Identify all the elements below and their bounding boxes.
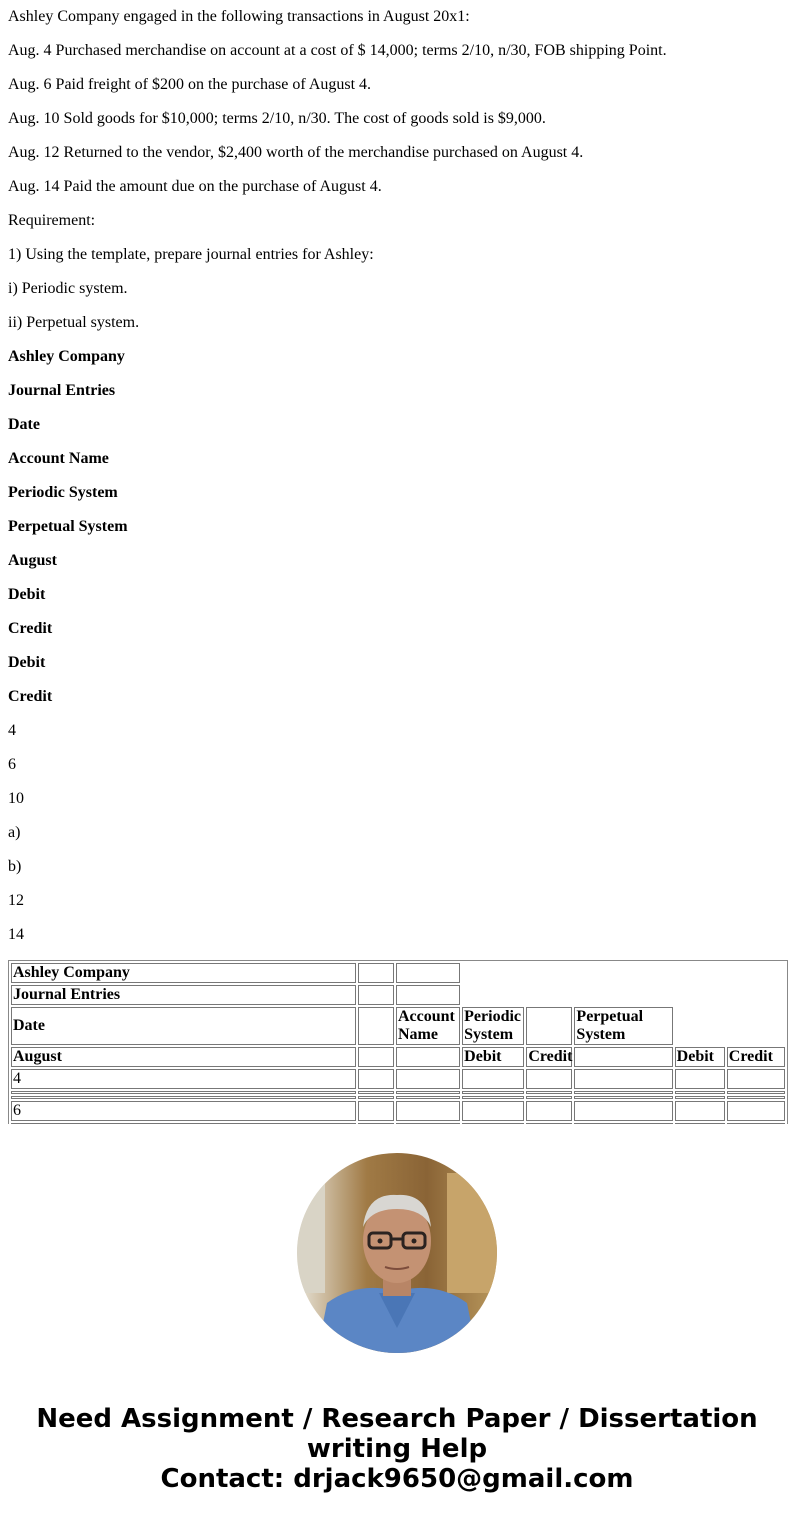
template-row-4: 4 xyxy=(8,722,16,739)
footer-advert xyxy=(0,1404,794,1494)
table-cell xyxy=(574,1047,672,1067)
table-cell xyxy=(396,1096,460,1099)
table-row xyxy=(11,1096,785,1099)
template-credit: Credit xyxy=(8,688,53,705)
table-cell xyxy=(526,1096,572,1099)
periodic-debit-header: Debit xyxy=(462,1047,524,1067)
table-cell xyxy=(727,1123,785,1124)
table-cell xyxy=(574,1069,672,1089)
template-row-6: 6 xyxy=(8,756,16,773)
perpetual-debit-header: Debit xyxy=(675,1047,725,1067)
table-cell xyxy=(675,1069,725,1089)
table-cell xyxy=(574,1123,672,1124)
table-cell xyxy=(526,1007,572,1045)
portrait-image xyxy=(297,1153,497,1353)
requirement-perpetual: ii) Perpetual system. xyxy=(8,314,140,331)
table-row xyxy=(11,1123,785,1124)
table-perpetual-header: Perpetual System xyxy=(574,1007,672,1045)
table-cell xyxy=(526,1101,572,1121)
table-cell xyxy=(462,1101,524,1121)
requirement-text: 1) Using the template, prepare journal entries for Ashley: xyxy=(8,246,374,263)
template-credit: Credit xyxy=(8,620,53,637)
template-date: Date xyxy=(8,416,40,433)
advert-contact: Contact: drjack9650@gmail.com xyxy=(160,1464,634,1494)
table-cell xyxy=(11,1096,356,1099)
table-periodic-header: Periodic System xyxy=(462,1007,524,1045)
table-date-header: Date xyxy=(11,1007,356,1045)
template-periodic: Periodic System xyxy=(8,484,118,501)
table-row xyxy=(11,1069,785,1089)
advert-line-1: Need Assignment / Research Paper / Dissertation xyxy=(36,1404,758,1434)
table-cell xyxy=(396,1101,460,1121)
transaction-aug-6: Aug. 6 Paid freight of $200 on the purchase of August 4. xyxy=(8,76,372,93)
table-cell xyxy=(358,1047,394,1067)
periodic-credit-header: Credit xyxy=(528,1048,573,1065)
table-cell xyxy=(462,1096,524,1099)
transaction-aug-12: Aug. 12 Returned to the vendor, $2,400 worth of the merchandise purchased on August 4. xyxy=(8,144,584,161)
table-cell xyxy=(526,1069,572,1089)
table-row xyxy=(11,1007,785,1045)
template-company: Ashley Company xyxy=(8,348,125,365)
template-month: August xyxy=(8,552,57,569)
table-cell xyxy=(396,963,460,983)
table-cell xyxy=(675,1123,725,1124)
table-company: Ashley Company xyxy=(11,963,356,983)
table-empty-area xyxy=(462,985,785,1005)
table-cell xyxy=(358,1101,394,1121)
template-account-name: Account Name xyxy=(8,450,109,467)
author-photo xyxy=(297,1153,497,1353)
table-cell xyxy=(574,1091,672,1094)
template-perpetual: Perpetual System xyxy=(8,518,128,535)
table-cell xyxy=(462,1069,524,1089)
template-debit: Debit xyxy=(8,654,46,671)
table-cell xyxy=(11,1123,356,1124)
template-row-a: a) xyxy=(8,824,21,841)
requirement-heading: Requirement: xyxy=(8,212,96,229)
table-cell xyxy=(358,1007,394,1045)
table-cell xyxy=(358,1069,394,1089)
template-title: Journal Entries xyxy=(8,382,116,399)
table-cell xyxy=(727,1096,785,1099)
table-date-cell: 6 xyxy=(11,1101,356,1121)
requirement-periodic: i) Periodic system. xyxy=(8,280,128,297)
table-cell xyxy=(574,1096,672,1099)
table-cell xyxy=(727,1091,785,1094)
perpetual-credit-header: Credit xyxy=(727,1047,785,1067)
table-title: Journal Entries xyxy=(11,985,356,1005)
table-cell xyxy=(675,1096,725,1099)
transaction-aug-10: Aug. 10 Sold goods for $10,000; terms 2/10, n/30. The cost of goods sold is $9,000. xyxy=(8,110,546,127)
table-cell xyxy=(396,1123,460,1124)
table-row xyxy=(11,1101,785,1121)
problem-intro: Ashley Company engaged in the following transactions in August 20x1: xyxy=(8,8,470,25)
table-cell xyxy=(574,1101,672,1121)
table-empty-area xyxy=(462,963,785,983)
template-row-14: 14 xyxy=(8,926,24,943)
table-month: August xyxy=(11,1047,356,1067)
table-cell xyxy=(396,1047,460,1067)
table-cell xyxy=(11,1091,356,1094)
table-cell xyxy=(526,1123,572,1124)
table-empty-area xyxy=(675,1007,785,1045)
table-cell xyxy=(675,1091,725,1094)
table-cell xyxy=(675,1101,725,1121)
table-cell xyxy=(358,1123,394,1124)
advert-line-2: writing Help xyxy=(306,1434,488,1464)
table-cell xyxy=(526,1091,572,1094)
table-cell xyxy=(358,1096,394,1099)
template-row-10: 10 xyxy=(8,790,24,807)
table-cell xyxy=(727,1069,785,1089)
journal-table-container xyxy=(8,960,788,1124)
template-row-b: b) xyxy=(8,858,22,875)
transaction-aug-4: Aug. 4 Purchased merchandise on account at a cost of $ 14,000; terms 2/10, n/30, FOB shipping Point. xyxy=(8,42,667,59)
journal-table xyxy=(9,961,787,1124)
table-account-header: Account Name xyxy=(396,1007,460,1045)
table-cell xyxy=(358,963,394,983)
table-row xyxy=(11,1091,785,1094)
table-row xyxy=(11,963,785,983)
template-row-12: 12 xyxy=(8,892,24,909)
table-cell xyxy=(358,1091,394,1094)
table-cell xyxy=(727,1101,785,1121)
table-date-cell: 4 xyxy=(11,1069,356,1089)
template-debit: Debit xyxy=(8,586,46,603)
table-row xyxy=(11,985,785,1005)
table-cell xyxy=(462,1091,524,1094)
table-cell xyxy=(462,1123,524,1124)
table-cell xyxy=(396,985,460,1005)
table-row xyxy=(11,1047,785,1067)
table-cell xyxy=(358,985,394,1005)
table-cell xyxy=(396,1069,460,1089)
table-cell xyxy=(396,1091,460,1094)
transaction-aug-14: Aug. 14 Paid the amount due on the purchase of August 4. xyxy=(8,178,382,195)
